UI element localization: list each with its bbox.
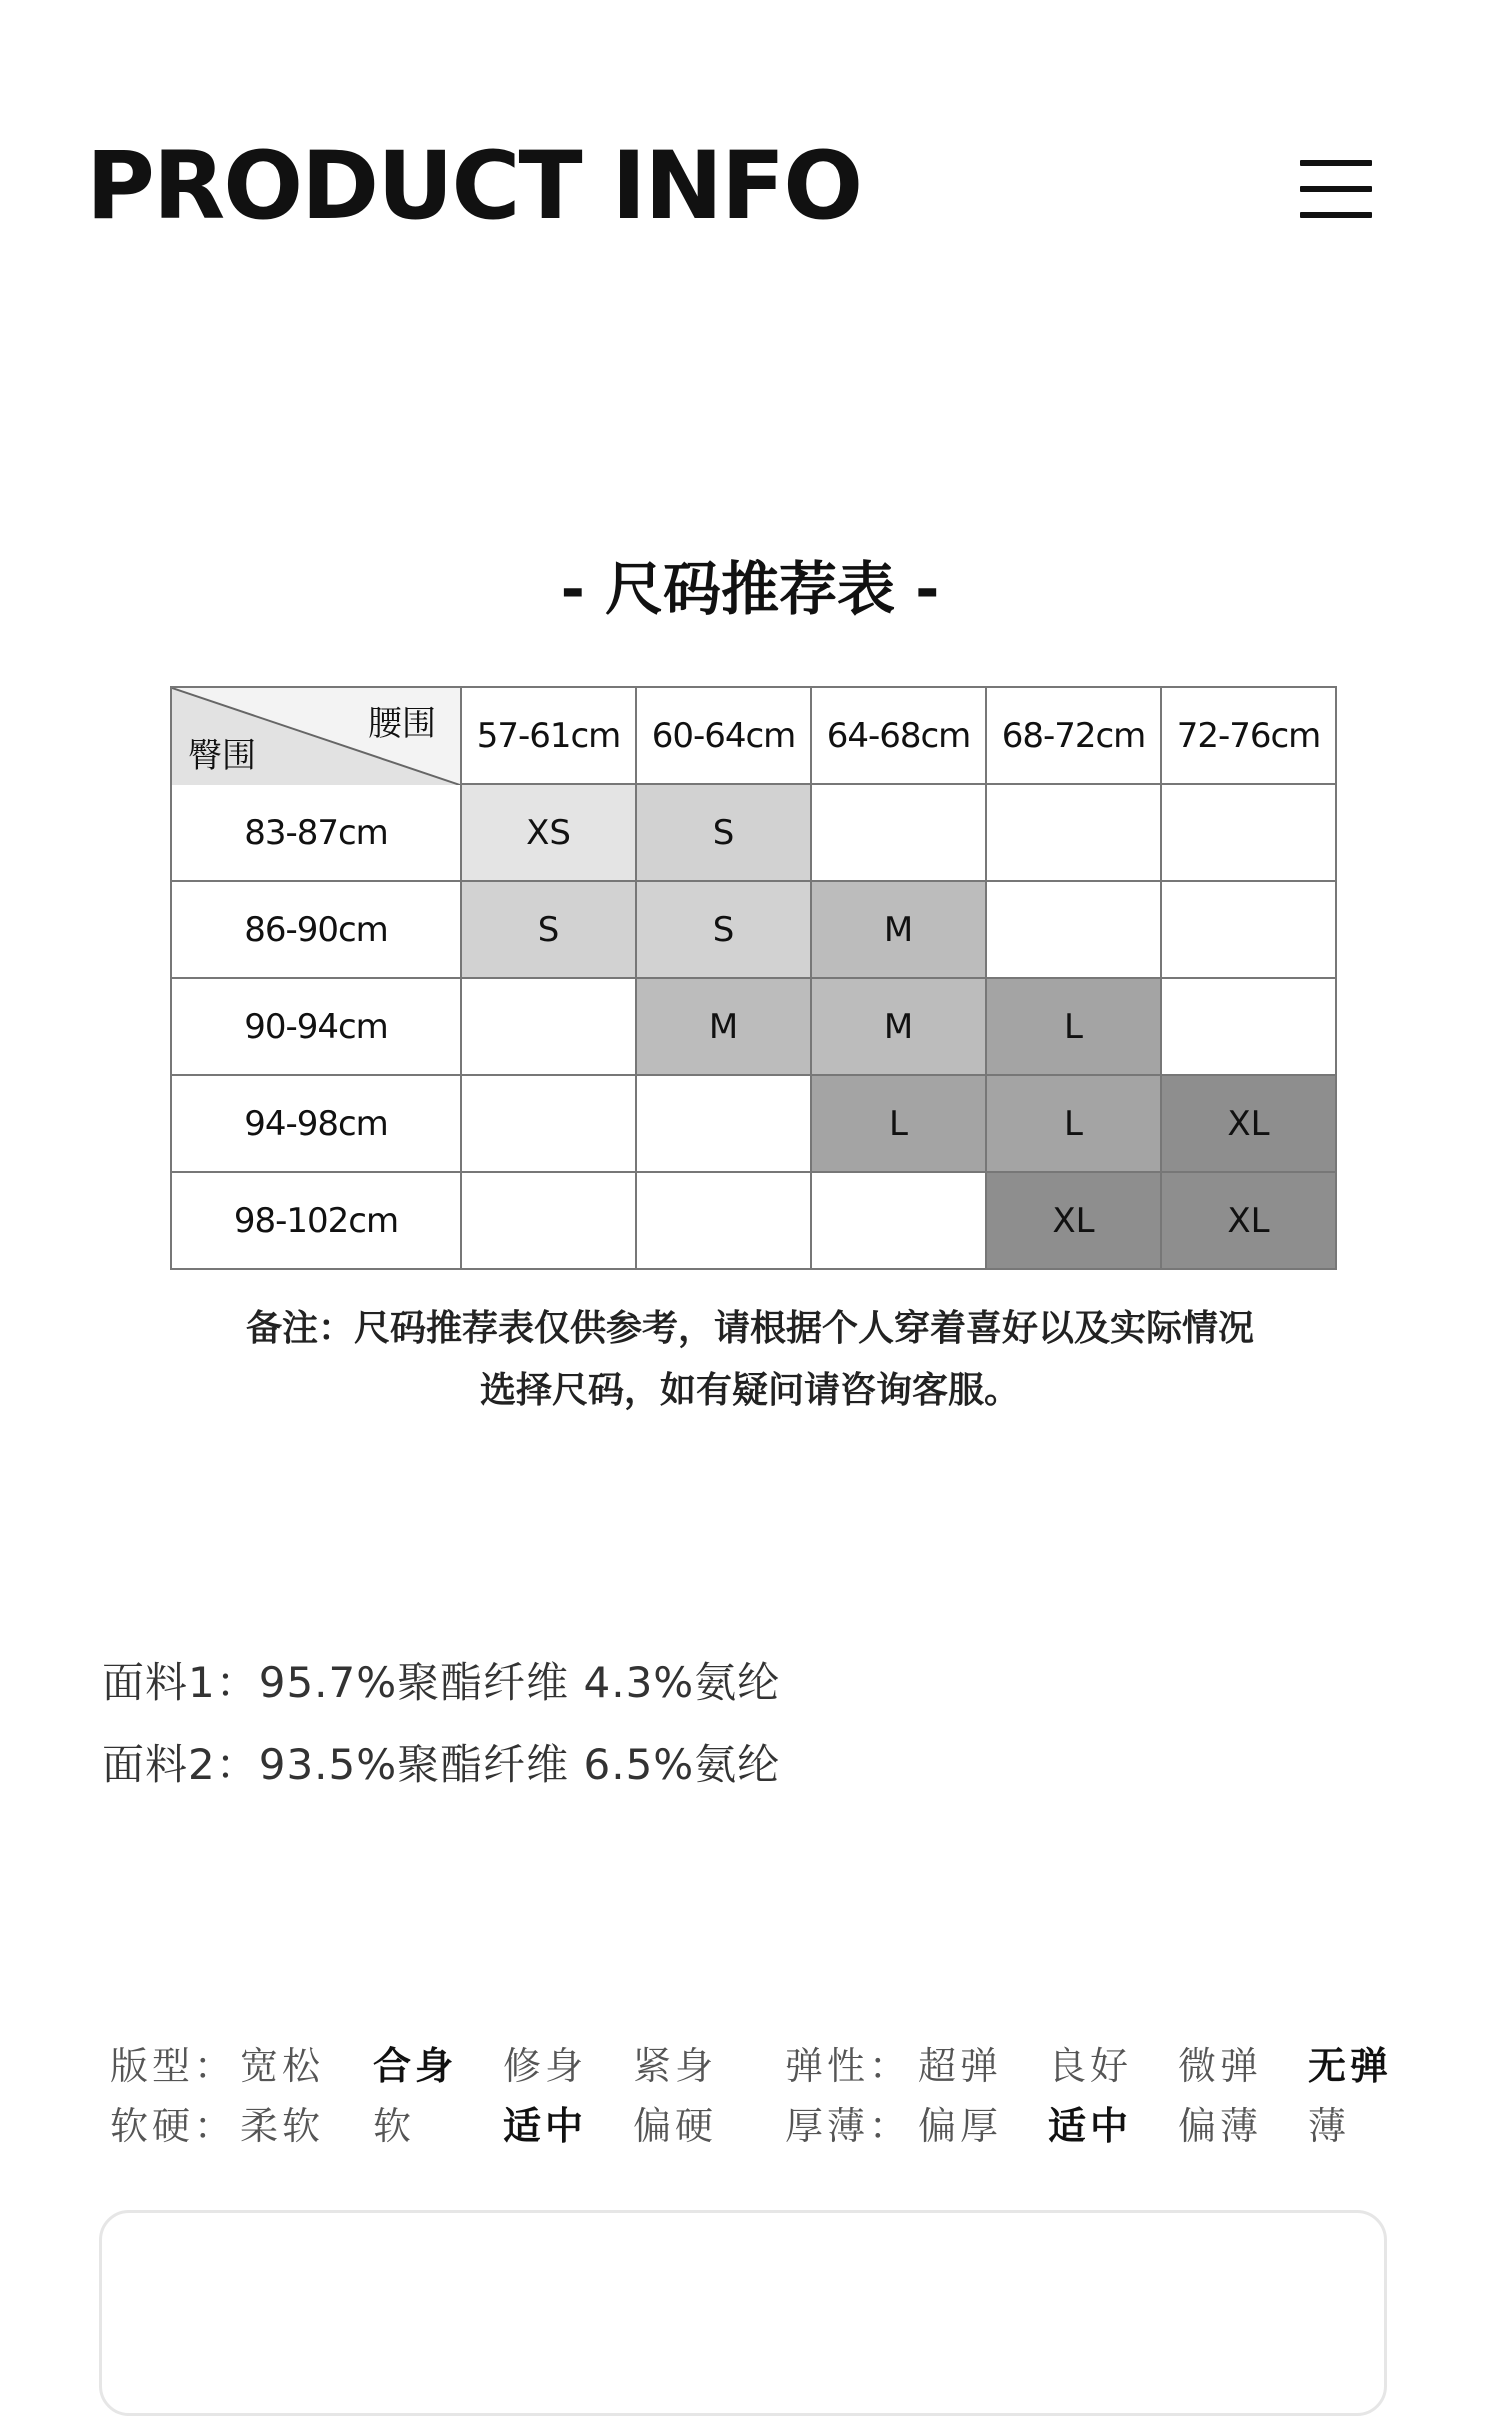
page-title: PRODUCT INFO (86, 132, 862, 241)
size-cell (636, 1075, 811, 1172)
size-cell: L (811, 1075, 986, 1172)
softness-option: 软 (373, 2104, 416, 2148)
softness-option: 偏硬 (633, 2104, 718, 2148)
size-cell: XL (1161, 1172, 1336, 1269)
column-header: 57-61cm (461, 687, 636, 784)
size-cell: L (986, 978, 1161, 1075)
menu-bar (1300, 186, 1372, 192)
size-chart-note (190, 1298, 1310, 1422)
size-cell (986, 784, 1161, 881)
menu-bar (1300, 212, 1372, 218)
thickness-option-selected: 适中 (1048, 2104, 1133, 2148)
table-row (171, 1172, 1336, 1269)
size-cell (1161, 881, 1336, 978)
size-cell (986, 881, 1161, 978)
table-row (171, 784, 1336, 881)
size-cell: XL (986, 1172, 1161, 1269)
thickness-option: 薄 (1308, 2104, 1351, 2148)
size-cell (461, 1172, 636, 1269)
table-row (171, 881, 1336, 978)
size-cell: XL (1161, 1075, 1336, 1172)
column-header: 64-68cm (811, 687, 986, 784)
size-chart-title: - 尺码推荐表 - (560, 555, 940, 623)
row-header: 90-94cm (171, 978, 461, 1075)
fit-option: 宽松 (240, 2044, 325, 2088)
column-header: 68-72cm (986, 687, 1161, 784)
size-chart-corner (171, 687, 461, 784)
size-cell (461, 1075, 636, 1172)
size-cell (1161, 978, 1336, 1075)
note-line: 选择尺码，如有疑问请咨询客服。 (479, 1370, 1020, 1411)
fit-label: 版型： (110, 2044, 237, 2088)
fit-option: 紧身 (633, 2044, 718, 2088)
size-cell (811, 784, 986, 881)
row-header: 86-90cm (171, 881, 461, 978)
fabric-composition-1: 面料1：95.7%聚酯纤维 4.3%氨纶 (102, 1658, 781, 1707)
elasticity-option: 超弹 (918, 2044, 1003, 2088)
elasticity-option: 良好 (1048, 2044, 1133, 2088)
size-cell (1161, 784, 1336, 881)
elasticity-option: 微弹 (1178, 2044, 1263, 2088)
bottom-card (99, 2210, 1387, 2416)
size-cell: M (811, 978, 986, 1075)
fabric-composition-2: 面料2：93.5%聚酯纤维 6.5%氨纶 (102, 1740, 781, 1789)
size-cell: S (636, 881, 811, 978)
column-header: 72-76cm (1161, 687, 1336, 784)
elasticity-option-selected: 无弹 (1308, 2044, 1393, 2088)
size-cell (461, 978, 636, 1075)
hip-label: 臀围 (188, 736, 256, 776)
size-cell: XS (461, 784, 636, 881)
size-cell: L (986, 1075, 1161, 1172)
fit-option: 修身 (503, 2044, 588, 2088)
size-cell (811, 1172, 986, 1269)
row-header: 83-87cm (171, 784, 461, 881)
softness-label: 软硬： (110, 2104, 237, 2148)
size-chart-table (170, 686, 1337, 1270)
row-header: 98-102cm (171, 1172, 461, 1269)
size-cell: S (461, 881, 636, 978)
waist-label: 腰围 (368, 704, 436, 744)
hamburger-menu-icon[interactable] (1300, 160, 1372, 218)
softness-option: 柔软 (240, 2104, 325, 2148)
note-line: 备注：尺码推荐表仅供参考，请根据个人穿着喜好以及实际情况 (245, 1308, 1254, 1349)
thickness-label: 厚薄： (785, 2104, 912, 2148)
fit-option-selected: 合身 (373, 2044, 458, 2088)
table-row (171, 978, 1336, 1075)
column-header: 60-64cm (636, 687, 811, 784)
size-cell: M (811, 881, 986, 978)
size-chart-header-row (171, 687, 1336, 784)
table-row (171, 1075, 1336, 1172)
size-cell: S (636, 784, 811, 881)
thickness-option: 偏厚 (918, 2104, 1003, 2148)
thickness-option: 偏薄 (1178, 2104, 1263, 2148)
softness-option-selected: 适中 (503, 2104, 588, 2148)
row-header: 94-98cm (171, 1075, 461, 1172)
size-cell: M (636, 978, 811, 1075)
size-cell (636, 1172, 811, 1269)
elasticity-label: 弹性： (785, 2044, 912, 2088)
menu-bar (1300, 160, 1372, 166)
